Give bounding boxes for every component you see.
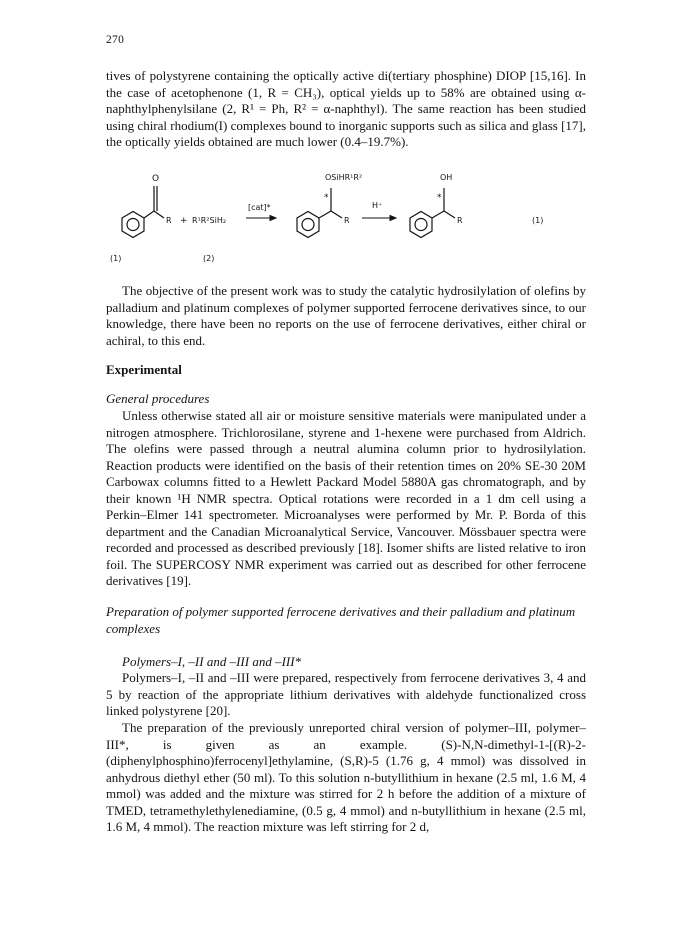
- section-heading-experimental: Experimental: [106, 362, 182, 377]
- silyl-r-label: R: [344, 216, 350, 225]
- alcohol-structure: [410, 188, 455, 238]
- objective-paragraph: The objective of the present work was to study the catalytic hydrosilylation of olefins by palladium and platinum complexes of polymer supported ferrocene derivatives since, to our knowledge, there have been no reports on the use of ferrocene derivatives, either chiral or achiral, to this end.: [106, 283, 586, 348]
- alcohol-r-label: R: [457, 216, 463, 225]
- subsection-general-procedures: General procedures: [106, 391, 210, 406]
- reaction-scheme: [100, 166, 580, 276]
- compound-2-label: (2): [203, 254, 215, 263]
- polymers-paragraph: Polymers–I, –II and –III were prepared, respectively from ferrocene derivatives 3, 4 and 5 by reaction of the appropriate lithium derivatives with aldehyde functionalized cross linked polystyrene [20].: [106, 670, 586, 718]
- silyl-ether-label: OSiHR¹R²: [325, 173, 363, 182]
- catalyst-label: [cat]*: [248, 203, 271, 212]
- ketone-oxygen-label: O: [152, 174, 160, 184]
- silane-label: R¹R²SiH₂: [192, 216, 227, 225]
- chiral-preparation-paragraph: The preparation of the previously unreported chiral version of polymer–III, polymer–III*, is given as an example. (S)-N,N-dimethyl-1-[(R)-2-(diphenylphosphino)ferrocenyl]ethylamine, (S,R)-5 (1.76 g, 4 mmol) was dissolved in anhydrous diethyl ether (50 ml). To this solution n-butyllithium in hexane (2.5 ml, 1.6 M, 4 mmol) was added and the mixture was stirred for 2 h before the addition of a mixture of TMED, tetramethylethylenediamine, (0.5 g, 4 mmol) and n-butyllithium in hexane (2.5 ml, 1.6 M, 4 mmol). The reaction mixture was left stirring for 2 d,: [106, 720, 586, 834]
- hydroxyl-label: OH: [440, 173, 453, 182]
- ketone-r-label: R: [166, 216, 172, 225]
- acid-label: H⁺: [372, 201, 383, 210]
- ketone-structure: [122, 186, 164, 238]
- plus-sign: +: [180, 216, 188, 226]
- equation-number: (1): [532, 216, 544, 225]
- compound-1-label: (1): [110, 254, 122, 263]
- silyl-ether-structure: [297, 188, 342, 238]
- silyl-stereocenter-mark: *: [324, 193, 329, 203]
- catalyst-arrow: [246, 216, 276, 221]
- general-procedures-paragraph: Unless otherwise stated all air or moisture sensitive materials were manipulated under a nitrogen atmosphere. Trichlorosilane, styrene and 1-hexene were purchased from Aldrich. The olefins were passed through a neutral alumina column prior to hydrosilylation. Reaction products were identified on the basis of their retention times on 20% SE-30 20M Carbowax columns fitted to a Hewlett Packard Model 5880A gas chromatograph, and by their known ¹H NMR spectra. Optical rotations were recorded in a 1 dm cell using a Perkin–Elmer 141 spectrometer. Microanalyses were performed by Mr. P. Borda of this department and the Canadian Microanalytical Service, Vancouver. Mössbauer spectra were recorded and processed as described previously [18]. Isomer shifts are listed relative to iron foil. The SUPERCOSY NMR experiment was carried out as described for other ferrocene derivatives [19].: [106, 408, 586, 588]
- intro-paragraph: tives of polystyrene containing the optically active di(tertiary phosphine) DIOP [15,16]. In the case of acetophenone (1, R = CH₃), optical yields up to 58% are obtained using α-naphthylphenylsilane (2, R¹ = Ph, R² = α-naphthyl). The same reaction has been studied using chiral rhodium(I) complexes bound to inorganic supports such as silica and glass [17], the optically yields obtained are much lower (0.4–19.7%).: [106, 68, 586, 149]
- alcohol-stereocenter-mark: *: [437, 193, 442, 203]
- reaction-scheme-drawing: [100, 166, 580, 276]
- acid-arrow: [362, 216, 396, 221]
- subsection-preparation: Preparation of polymer supported ferrocene derivatives and their palladium and platinum complexes: [106, 604, 576, 636]
- subsubsection-polymers: Polymers–I, –II and –III and –III*: [122, 654, 302, 669]
- page-number: 270: [106, 34, 125, 46]
